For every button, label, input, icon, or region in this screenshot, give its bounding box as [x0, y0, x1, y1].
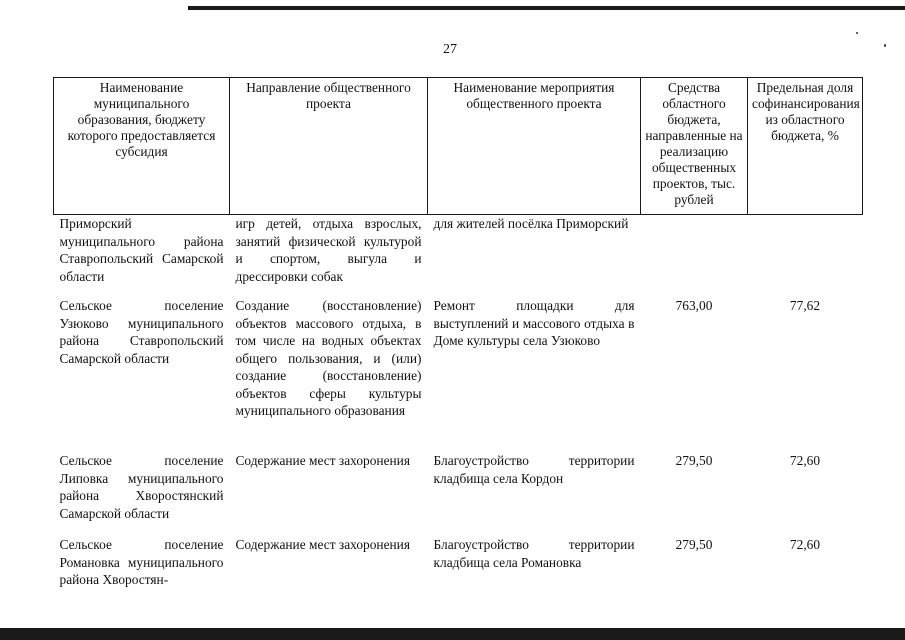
cell-municipality: Сельское поселение Липовка муниципального района Хворостянский Самарской области	[59, 453, 224, 521]
cell-share: 72,60	[789, 537, 821, 552]
cell-funds: 279,50	[675, 453, 713, 468]
cell-direction: Содержание мест захоронения	[235, 537, 411, 552]
cell-funds	[641, 215, 748, 298]
cell-direction: Содержание мест захоронения	[235, 453, 411, 468]
scan-border-bottom	[0, 628, 905, 640]
header-row	[54, 78, 863, 215]
cell-direction: игр детей, отдыха взрослых, занятий физической культурой и спортом, выгула и дрессировки собак	[235, 216, 422, 284]
scan-border-top	[188, 6, 905, 10]
cell-share: 72,60	[789, 453, 821, 468]
cell-municipality: Приморский муниципального района Ставропольский Самарской области	[59, 216, 224, 284]
table-row	[54, 536, 863, 606]
subsidy-table	[53, 77, 863, 606]
cell-activity: Ремонт площадки для выступлений и массового отдыха в Доме культуры села Узюково	[433, 298, 635, 348]
scan-speck	[884, 44, 886, 47]
table-row	[54, 452, 863, 536]
cell-activity: Благоустройство территории кладбища села Кордон	[433, 453, 635, 486]
cell-municipality: Сельское поселение Романовка муниципального района Хворостян-	[59, 537, 224, 587]
cell-activity: Благоустройство территории кладбища села Романовка	[433, 537, 635, 570]
table-row	[54, 215, 863, 298]
cell-share	[748, 215, 863, 298]
cell-funds: 763,00	[675, 298, 713, 313]
cell-direction: Создание (восстановление) объектов массового отдыха, в том числе на водных объектах общего пользования, и (или) создание (восстановление) объектов сферы культуры муниципального образования	[235, 298, 422, 418]
header-activity: Наименование мероприятия общественного проекта	[428, 78, 641, 215]
cell-share: 77,62	[789, 298, 821, 313]
page-number: 27	[443, 42, 457, 57]
header-direction: Направление общественного проекта	[230, 78, 428, 215]
cell-funds: 279,50	[675, 537, 713, 552]
header-share: Предельная доля софинансирования из областного бюджета, %	[748, 78, 863, 215]
scan-speck	[856, 32, 858, 34]
cell-activity: для жителей посёлка Приморский	[433, 216, 629, 231]
header-funds: Средства областного бюджета, направленные на реализацию общественных проектов, тыс. рублей	[641, 78, 748, 215]
header-municipality: Наименование муниципального образования, бюджету которого предоставляется субсидия	[54, 78, 230, 215]
table-body	[54, 215, 863, 607]
table-row	[54, 297, 863, 452]
cell-municipality: Сельское поселение Узюково муниципального района Ставропольский Самарской области	[59, 298, 224, 366]
table-header	[54, 78, 863, 215]
